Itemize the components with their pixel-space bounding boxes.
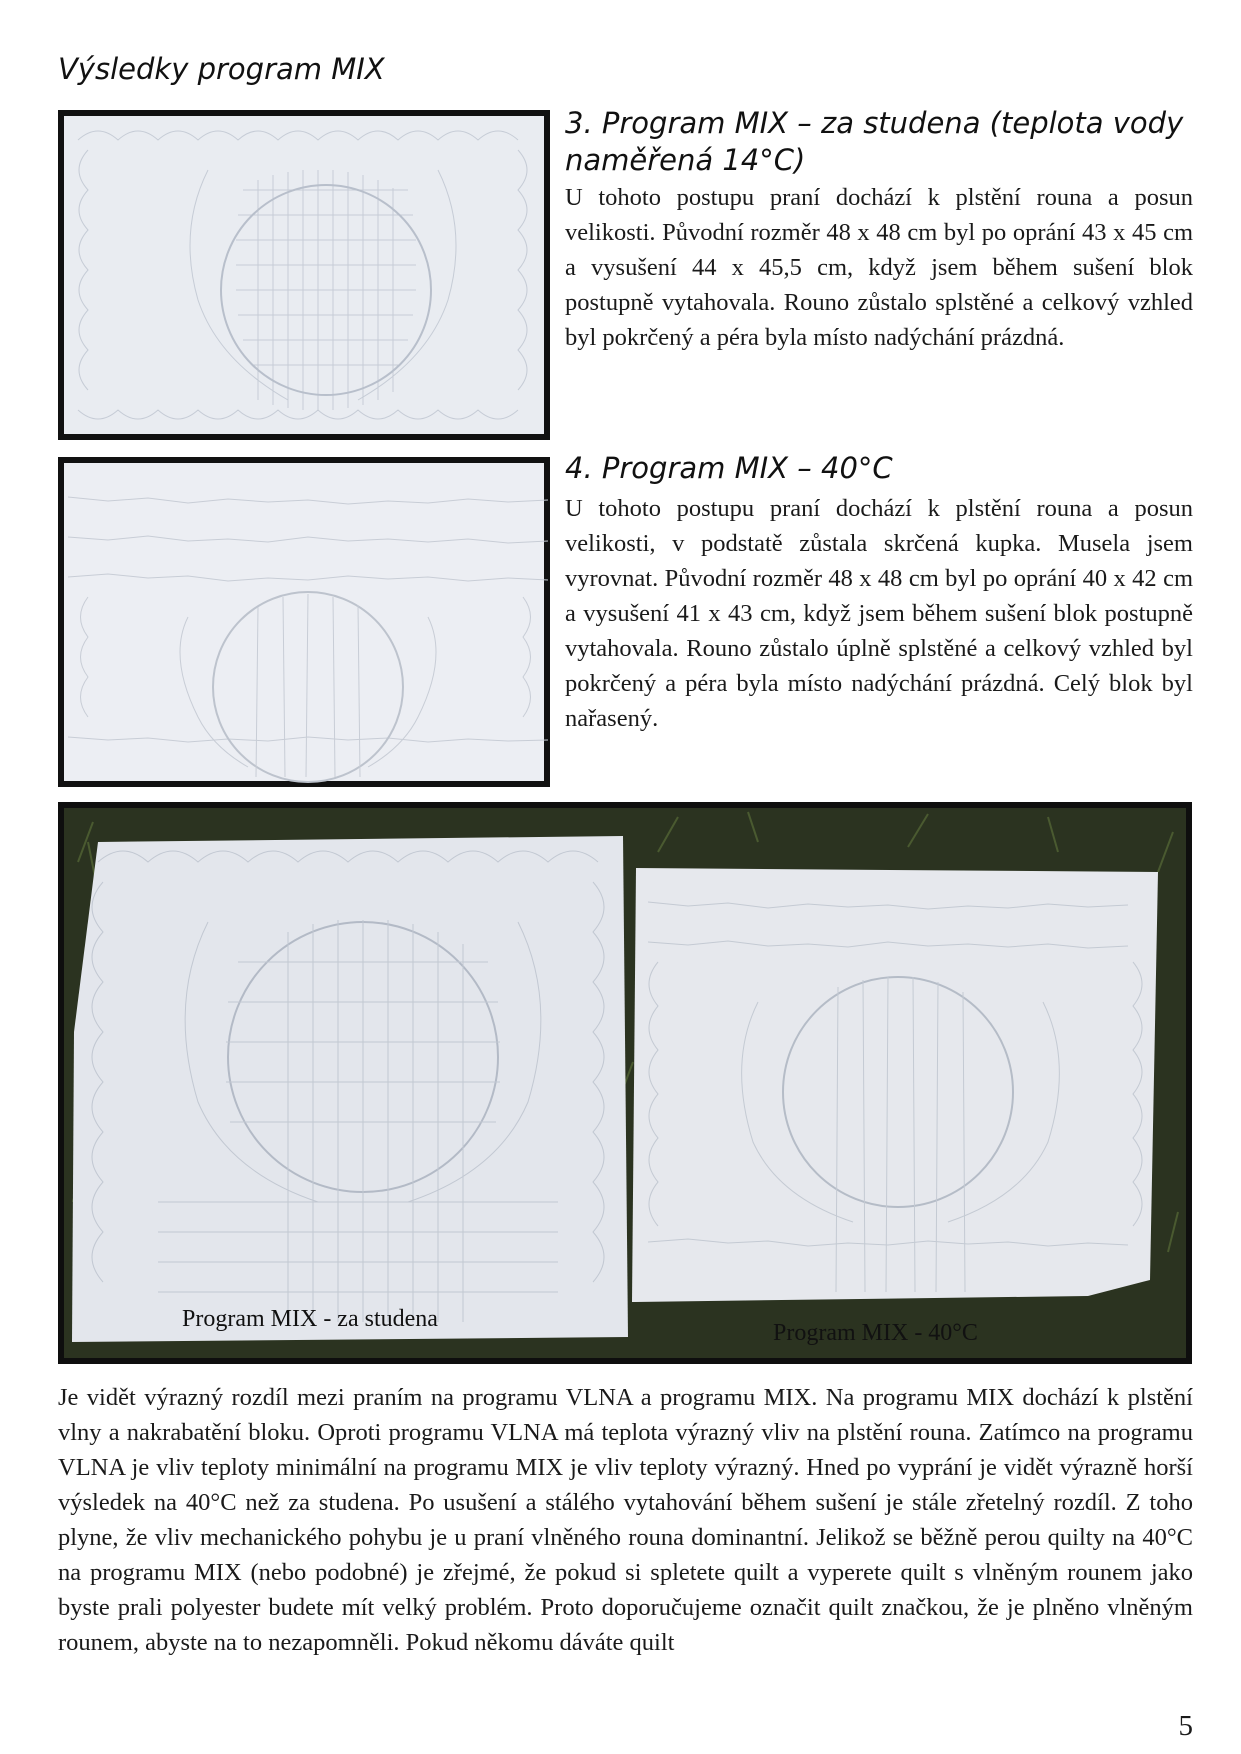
- photo-comparison-on-grass: [58, 802, 1192, 1364]
- caption-mix-cold: Program MIX - za studena: [182, 1306, 438, 1332]
- photo-program-mix-cold: [58, 110, 550, 440]
- page-number: 5: [1178, 1710, 1193, 1742]
- section-4-title: 4. Program MIX – 40°C: [565, 451, 893, 485]
- page-title: Výsledky program MIX: [58, 52, 385, 86]
- photo-program-mix-40: [58, 457, 550, 787]
- section-4-body: U tohoto postupu praní dochází k plstění rouna a posun velikosti, v podstatě zůstala skrčená kupka. Musela jsem vyrovnat. Původní rozměr 48 x 48 cm byl po oprání 40 x 42 cm a vysušení 41 x 43 cm, když jsem během sušení blok postupně vytahovala. Rouno zůstalo úplně splstěné a celkový vzhled byl pokrčený a péra byla místo nadýchání prázdná. Celý blok byl nařasený.: [565, 495, 1193, 732]
- section-3-body: U tohoto postupu praní dochází k plstění rouna a posun velikosti. Původní rozměr 48 x 48 cm byl po oprání 43 x 45 cm a vysušení 44 x 45,5 cm, když jsem během sušení blok postupně vytahovala. Rouno zůstalo splstěné a celkový vzhled byl pokrčený a péra byla místo nadýchání prázdná.: [565, 184, 1193, 351]
- section-3-title: 3. Program MIX – za studena (teplota vody naměřená 14°C): [565, 106, 1184, 177]
- conclusion-paragraph: Je vidět výrazný rozdíl mezi praním na programu VLNA a programu MIX. Na programu MIX dochází k plstění vlny a nakrabatění bloku. Oproti programu VLNA má teplota výrazný vliv na plstění rouna. Zatímco na programu VLNA je vliv teploty minimální na programu MIX je vliv teploty výrazný. Hned po vyprání je vidět výrazně horší výsledek na 40°C než za studena. Po usušení a stálého vytahování během sušení je stále zřetelný rozdíl. Z toho plyne, že vliv mechanického pohybu je u praní vlněného rouna dominantní. Jelikož se běžně perou quilty na 40°C na programu MIX (nebo podobné) je zřejmé, že pokud si spletete quilt a vyperete quilt s vlněným rounem jako byste prali polyester budete mít velký problém. Proto doporučujeme označit quilt značkou, že je plněno vlněným rounem, abyste na to nezapomněli. Pokud někomu dáváte quilt: [58, 1384, 1193, 1656]
- caption-mix-40: Program MIX - 40°C: [773, 1320, 978, 1346]
